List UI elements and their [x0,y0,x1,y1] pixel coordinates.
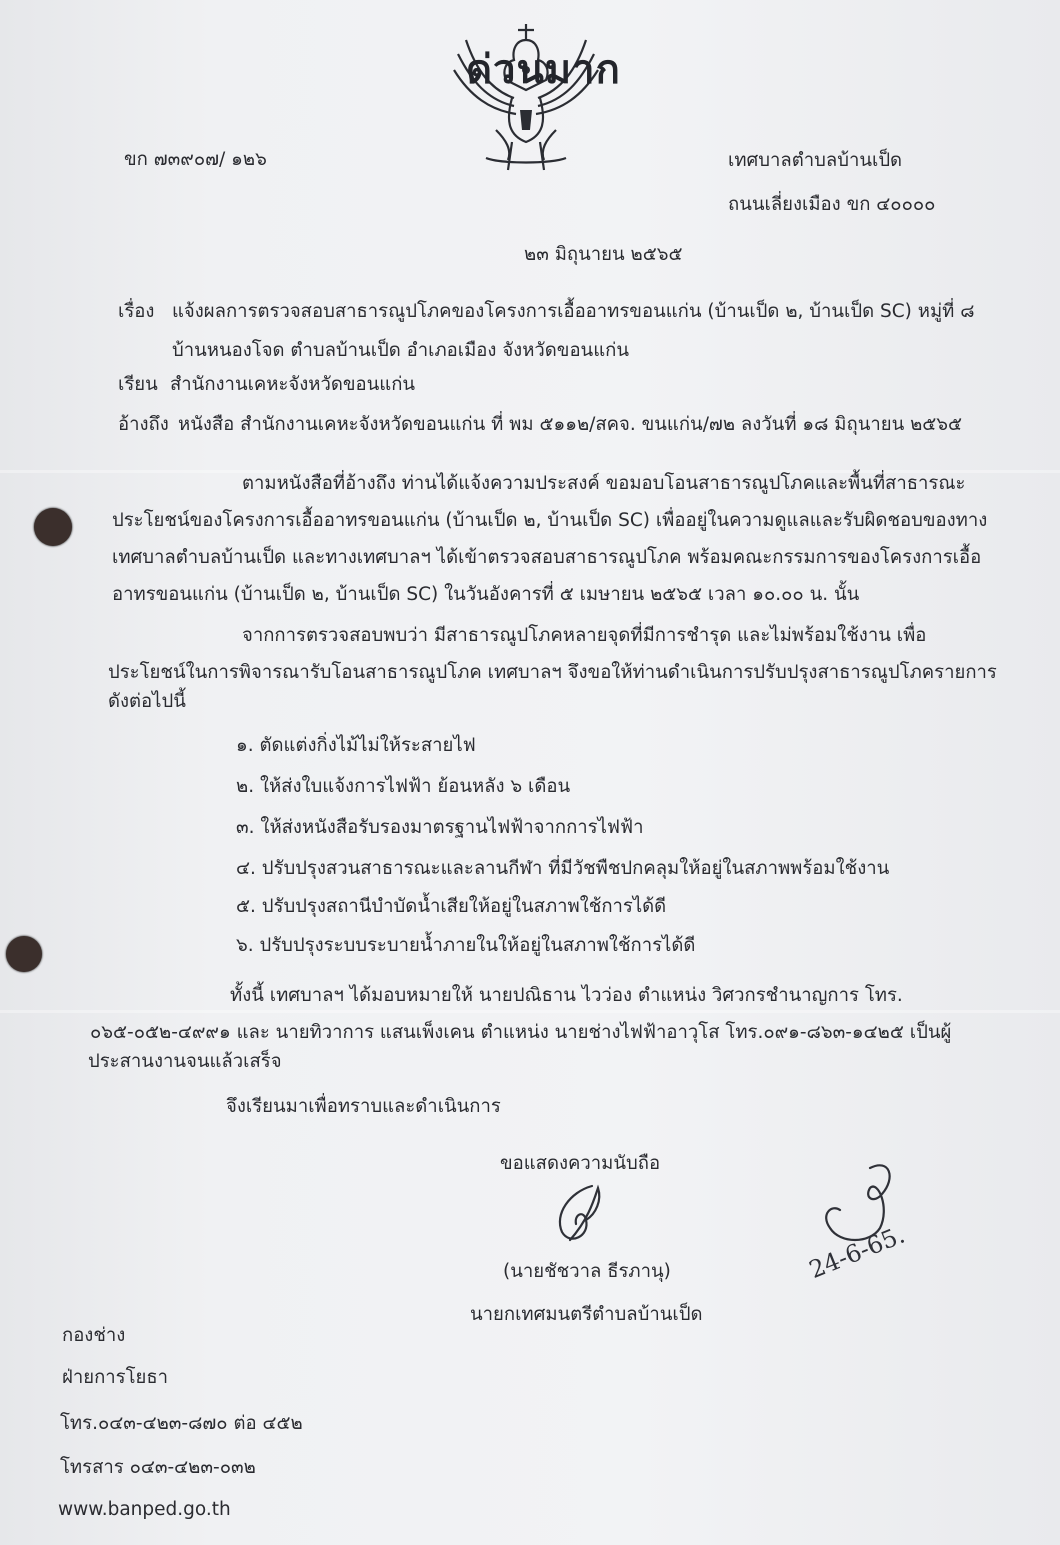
sender-name: เทศบาลตำบลบ้านเป็ด [728,150,903,171]
list-item: ๕. ปรับปรุงสถานีบำบัดน้ำเสียให้อยู่ในสภาพใช้การได้ดี [236,896,667,917]
signer-title: นายกเทศมนตรีตำบลบ้านเป็ด [470,1304,703,1325]
subject-line-2: บ้านหนองโจด ตำบลบ้านเป็ด อำเภอเมือง จังหวัดขอนแก่น [172,340,629,361]
signer-name: (นายชัชวาล ธีรภานุ) [503,1261,671,1282]
list-item: ๖. ปรับปรุงระบบระบายน้ำภายในให้อยู่ในสภาพใช้การได้ดี [236,935,696,956]
list-item: ๑. ตัดแต่งกิ่งไม้ไม่ให้ระสายไฟ [236,735,476,756]
recipient-label: เรียน [118,374,158,395]
sender-address: ถนนเลี่ยงเมือง ขก ๔๐๐๐๐ [728,194,936,215]
garuda-emblem-icon [446,10,606,180]
paragraph-1-line: ประโยชน์ของโครงการเอื้ออาทรขอนแก่น (บ้านเป็ด ๒, บ้านเป็ด SC) เพื่ออยู่ในความดูแลและรับผิดชอบของทาง [112,510,988,531]
footer-telephone: โทร.๐๔๓-๔๒๓-๘๗๐ ต่อ ๔๕๒ [60,1413,303,1434]
list-item: ๔. ปรับปรุงสวนสาธารณะและลานกีฬา ที่มีวัชพืชปกคลุมให้อยู่ในสภาพพร้อมใช้งาน [236,858,890,879]
recipient: สำนักงานเคหะจังหวัดขอนแก่น [170,374,416,395]
footer-fax: โทรสาร ๐๔๓-๔๒๓-๐๓๒ [60,1457,256,1478]
punch-hole-top [34,508,72,546]
paragraph-2-line: จากการตรวจสอบพบว่า มีสาธารณูปโภคหลายจุดที่มีการชำรุด และไม่พร้อมใช้งาน เพื่อ [242,625,927,646]
paragraph-1-line: เทศบาลตำบลบ้านเป็ด และทางเทศบาลฯ ได้เข้าตรวจสอบสาธารณูปโภค พร้อมคณะกรรมการของโครงการเอื้อ [112,547,982,568]
letter-date: ๒๓ มิถุนายน ๒๕๖๕ [524,244,683,265]
paragraph-1-line: อาทรขอนแก่น (บ้านเป็ด ๒, บ้านเป็ด SC) ในวันอังคารที่ ๕ เมษายน ๒๕๖๕ เวลา ๑๐.๐๐ น. นั้น [112,584,860,605]
scan-streak [0,1010,1060,1013]
paragraph-2-line: ประโยชน์ในการพิจารณารับโอนสาธารณูปโภค เทศบาลฯ จึงขอให้ท่านดำเนินการปรับปรุงสาธารณูปโภครายการ [108,662,997,683]
subject-line-1: แจ้งผลการตรวจสอบสาธารณูปโภคของโครงการเอื้ออาทรขอนแก่น (บ้านเป็ด ๒, บ้านเป็ด SC) หมู่ที่ ๘ [172,301,975,322]
punch-hole-bottom [6,936,42,972]
footer-department: กองช่าง [62,1325,126,1346]
paragraph-3-line: ประสานงานจนแล้วเสร็จ [88,1051,282,1072]
paragraph-3-line: ทั้งนี้ เทศบาลฯ ได้มอบหมายให้ นายปณิธาน ไวว่อง ตำแหน่ง วิศวกรชำนาญการ โทร. [230,985,903,1006]
signature-mark [540,1180,630,1250]
subject-label: เรื่อง [118,301,155,322]
regards: ขอแสดงความนับถือ [500,1153,661,1174]
list-item: ๓. ให้ส่งหนังสือรับรองมาตรฐานไฟฟ้าจากการไฟฟ้า [236,817,644,838]
handwritten-date: 24-6-65. [805,1220,909,1285]
list-item: ๒. ให้ส่งใบแจ้งการไฟฟ้า ย้อนหลัง ๖ เดือน [236,776,571,797]
paragraph-3-line: ๐๖๕-๐๕๒-๔๙๙๑ และ นายทิวาการ แสนเพ็งเคน ตำแหน่ง นายช่างไฟฟ้าอาวุโส โทร.๐๙๑-๘๖๓-๑๔๒๕ เป็นผู้ [90,1022,952,1043]
reference-text: หนังสือ สำนักงานเคหะจังหวัดขอนแก่น ที่ พม ๕๑๑๒/สคจ. ขนแก่น/๗๒ ลงวันที่ ๑๘ มิถุนายน ๒๕๖๕ [178,414,963,435]
footer-website: www.banped.go.th [58,1499,231,1520]
urgent-stamp: ด่วนมาก [466,47,621,93]
reference-number: ขก ๗๓๙๐๗/ ๑๒๖ [124,149,267,170]
reference-label: อ้างถึง [118,414,169,435]
closing-line: จึงเรียนมาเพื่อทราบและดำเนินการ [226,1096,501,1117]
footer-section: ฝ่ายการโยธา [62,1367,169,1388]
paragraph-1-line: ตามหนังสือที่อ้างถึง ท่านได้แจ้งความประสงค์ ขอมอบโอนสาธารณูปโภคและพื้นที่สาธารณะ [242,473,966,494]
paragraph-2-line: ดังต่อไปนี้ [108,691,186,712]
